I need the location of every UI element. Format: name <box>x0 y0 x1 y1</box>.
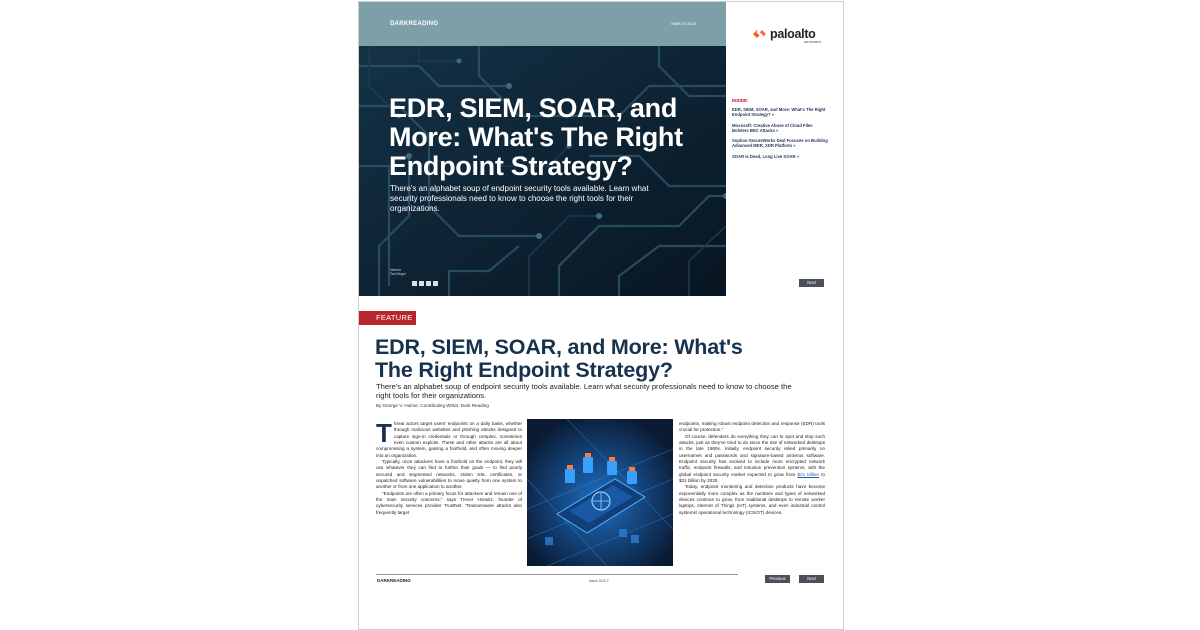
cover-date: MARCH 2025 <box>671 21 696 26</box>
article-title: EDR, SIEM, SOAR, and More: What's The Right Endpoint Strategy? <box>375 335 743 382</box>
paragraph-tail: to $31 billion by 2030. <box>679 471 825 484</box>
cover-title: EDR, SIEM, SOAR, and More: What's The Right Endpoint Strategy? <box>389 93 683 181</box>
social-links <box>412 281 438 286</box>
publisher-logo: Informa TechTarget <box>390 268 406 276</box>
paragraph: Typically, once attackers have a foothold on the endpoint, they will use whatever they can find to further their goals — to find poorly secured and segmented networks, stolen SSL certificates, or unpatched software vulnerabilities to move quietly from one system to another or from one application to another. <box>376 459 522 490</box>
previous-button[interactable]: Previous <box>765 575 790 583</box>
cover-subtitle: There's an alphabet soup of endpoint security tools available. Learn what security professionals need to know to choose the right tools for their organizations. <box>390 184 649 213</box>
byline: By George V. Hulme, Contributing Writer, Dark Reading <box>376 403 489 408</box>
linkedin-icon[interactable] <box>426 281 431 286</box>
toc-link[interactable]: Microsoft: Creative Abuse of Cloud Files Bolsters BEC Attacks » <box>732 122 813 133</box>
inside-heading: INSIDE: <box>732 98 749 103</box>
paragraph: "Endpoints are often a primary focus for attackers and remain one of the main security concerns," says Trevor Horwitz, founder of cybersecurity services provider TrustNet. "Ransomware attacks also frequently target <box>376 490 522 515</box>
footer-divider <box>376 574 738 575</box>
market-size-link[interactable]: $21 billion <box>797 471 820 477</box>
sponsor-name: paloalto <box>770 27 816 41</box>
article-column-1 <box>376 418 522 516</box>
feature-tag: FEATURE <box>359 311 416 325</box>
security-illustration <box>527 419 673 566</box>
page-number: March 2025 2 <box>589 579 609 583</box>
article-subtitle: There's an alphabet soup of endpoint security tools available. Learn what security professionals need to know to choose the right tools for their organizations. <box>376 382 792 400</box>
sponsor-tagline: NETWORKS <box>804 40 822 44</box>
article-column-3 <box>679 421 825 516</box>
facebook-icon[interactable] <box>412 281 417 286</box>
cover-next-button[interactable]: Next <box>799 279 824 287</box>
paragraph: Of course, defenders do everything they can to spot and stop such attacks, just as they've tried to do since the rise of networked desktops in the late 1980s. Initially, endpoint security relied primarily on usernames and passwords and signature-based antivirus software. Endpoint security has evolved to include more encrypted network traffic, endpoint firewalls, and intrusion prevention systems, with the global endpoint security market expected to grow from <box>679 433 825 477</box>
toc-link[interactable]: EDR, SIEM, SOAR, and More: What's The Right Endpoint Strategy? » <box>732 107 826 118</box>
email-icon[interactable] <box>433 281 438 286</box>
cover-brand: DARKREADING <box>390 21 439 27</box>
toc-link[interactable]: Sophos-SecureWorks Deal Focuses on Building Advanced MDR, XDR Platform » <box>732 138 828 149</box>
paragraph: endpoints, making robust endpoint detection and response (EDR) tools crucial for protection." <box>679 421 825 433</box>
toc-link[interactable]: SOAR Is Dead, Long Live SOAR » <box>732 153 800 159</box>
cover-panel <box>359 2 726 296</box>
report-page <box>358 1 844 630</box>
footer-brand: DARKREADING <box>377 578 411 583</box>
inside-toc <box>732 98 828 164</box>
next-button[interactable]: Next <box>799 575 824 583</box>
paragraph: hreat actors target users' endpoints on a daily basis, whether through malicious websites and phishing attacks designed to capture sign-in credentials or through complex, sometimes even custom exploits. These and other attacks are all about compromising a system, gaining a foothold, and often moving deeper into an organization. <box>376 421 522 458</box>
paloalto-mark-icon <box>752 28 768 41</box>
dropcap: T <box>376 418 392 448</box>
twitter-icon[interactable] <box>419 281 424 286</box>
paragraph: Today, endpoint monitoring and detection products have become exponentially more complex as the numbers and types of networked devices continue to grow, from traditional desktops to remote worker laptops, Internet of Things (IoT) systems, and even industrial control systems/ operational technology (ICS/OT) devices. <box>679 484 825 515</box>
